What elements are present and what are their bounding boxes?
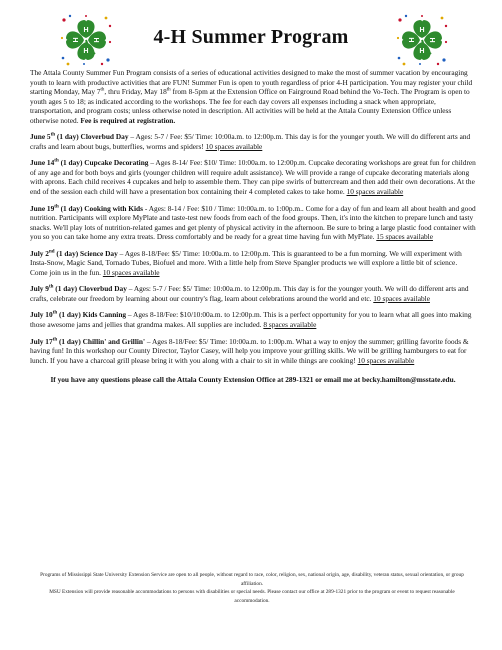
program-title: (1 day) Cupcake Decorating (58, 158, 149, 168)
intro-text: from 8-5pm at the Extension Office on Fairground Road behind the Vo-Tech. The Program is open to youth ages 5 to 18; as indicated according to the workshops. The fee for each day covers all expenses including a snack when appropriate, transportation, and program costs; unless otherwise noted in description. All activities will be held at the Attala County Extension Office unless otherwise noted. (30, 87, 470, 125)
main-content (30, 68, 476, 385)
svg-text:H: H (419, 27, 425, 34)
availability-note: 10 spaces available (373, 293, 430, 303)
program-item (30, 204, 476, 242)
program-details: – Ages: 5-7 / Fee: $5/ Time: 10:00a.m. to 12:00p.m. This day is for the younger youth. We will do different arts and crafts and learn about bugs, butterflies, worms and spiders! (30, 132, 471, 151)
ordinal-suffix: th (166, 87, 171, 93)
program-date: July 17 (30, 336, 53, 346)
program-details: – Ages 8-18/Fee: $5/ Time: 10:00a.m. to 12:00p.m. This is guaranteed to be a fun morning. We will experiment with Insta-Snow, Magic Sand, Tornado Tubes, Biofuel and more. With a little help from Steve Spangler products we will explore a little bit of science. Come join us in the fun. (30, 248, 462, 277)
svg-text:H: H (409, 37, 416, 43)
program-item (30, 337, 476, 366)
svg-text:H: H (83, 46, 89, 53)
contact-info: If you have any questions please call the Attala County Extension Office at 289-1321 or email me at becky.hamilton@msstate.edu. (50, 375, 456, 385)
program-details: - Ages: 8-14 / Fee: $10 / Time: 10:00a.m. to 1:00p.m.. Come for a day of fun and learn all about health and good nutrition. Participants will explore MyPlate and taste-test new foods from each of the food groups. Then, it's into the kitchen to prepare lunch and tasty snacks. We'll play lots of nutrition-related games and get plenty of physical activity in the afternoon. Be sure to bring a large plastic food container with you so you can take home any extra treats. Dress comfortably and be ready for a great time having fun with MyPlate. (30, 203, 476, 242)
nondiscrimination-statement: Programs of Mississippi State University Extension Service are open to all people, without regard to race, color, religion, sex, national origin, age, disability, veteran status, sexual orientation, or group affiliation. (40, 572, 464, 587)
program-date: June 19 (30, 203, 55, 213)
ordinal-suffix: th (54, 158, 59, 164)
accommodation-statement: MSU Extension will provide reasonable accommodations to persons with disabilities or special needs. Please contact our office at 289-1321 prior to the program or event to request reasonable accommodation. (49, 589, 455, 604)
program-list (30, 132, 476, 365)
program-date: July 9 (30, 284, 49, 294)
availability-note: 10 spaces available (205, 141, 263, 151)
program-date: June 5 (30, 132, 51, 142)
program-title: (1 day) Cloverbud Day (53, 284, 127, 294)
ordinal-suffix: th (52, 311, 58, 317)
intro-paragraph (30, 68, 476, 125)
ordinal-suffix: th (50, 132, 56, 138)
footer-disclaimer (36, 571, 468, 605)
program-title: (1 day) Science Day (54, 248, 118, 258)
program-title: (1 day) Kids Canning (57, 310, 127, 320)
program-date: July 2 (30, 248, 49, 258)
svg-text:H: H (73, 37, 80, 43)
ordinal-suffix: nd (48, 249, 55, 255)
ordinal-suffix: th (52, 337, 58, 343)
svg-text:H: H (92, 37, 99, 43)
ordinal-suffix: th (100, 87, 105, 93)
program-item (30, 310, 476, 329)
program-details: – Ages 8-18/Fee: $10/10:00a.m. to 12:00p.m. This is a perfect opportunity for you to learn what all goes into making those awesome jams and jellies that grandma makes. All supplies are included. (30, 310, 472, 330)
intro-text: , thru Friday, May 18 (104, 87, 167, 97)
fee-note: Fee is required at registration. (78, 115, 176, 125)
program-details: – Ages 8-18/Fee: $5/ Time: 10:00a.m. to 1:00p.m. What a way to enjoy the summer; grilling favorite foods & having fun! In this workshop our County Director, Taylor Casey, will help you improve your grilling skills. We will be grilling hamburgers to eat for lunch. If you have a charcoal grill please bring it with you along with a chair to sit in while things are cooking! (30, 336, 469, 365)
program-item (30, 158, 476, 196)
svg-text:H: H (83, 27, 89, 34)
availability-note: 10 spaces available (102, 267, 160, 277)
program-date: July 10 (30, 310, 53, 320)
ordinal-suffix: th (54, 204, 59, 210)
availability-note: 15 spaces available (376, 232, 433, 242)
page-title: 4-H Summer Program (153, 26, 349, 48)
program-title: (1 day) Cloverbud Day (55, 132, 129, 142)
ordinal-suffix: th (48, 284, 54, 290)
program-title: (1 day) Chillin' and Grillin' (57, 336, 146, 346)
program-details: – Ages 8-14/ Fee: $10/ Time: 10:00a.m. to 12:00p.m. Cupcake decorating workshops are great fun for children of any age and for both boys and girls (younger children will require adult assistance). We will provide a range of cupcake decorating materials along with aprons. Each child receives 4 cupcakes and help to assemble them. They can pipe swirls of buttercream and then add their own decorations. At the end of the session each child will have a presentation box containing their 4 completed cakes to take home. (30, 158, 476, 197)
program-item (30, 284, 476, 303)
svg-text:H: H (419, 46, 425, 53)
program-details: – Ages: 5-7 / Fee: $5/ Time: 10:00a.m. to 12:00p.m. This day is for the younger youth. We will do different arts and crafts, celebrate our freedom by learning about our country's flag, learn about celebrations around the world and etc. (30, 284, 469, 303)
program-item (30, 249, 476, 278)
program-title: (1 day) Cooking with Kids (58, 203, 144, 213)
availability-note: 10 spaces available (357, 355, 415, 365)
program-item (30, 132, 476, 151)
svg-text:H: H (428, 37, 435, 43)
availability-note: 8 spaces available (263, 320, 317, 330)
availability-note: 10 spaces available (346, 187, 404, 197)
intro-text: The Attala County Summer Fun Program consists of a series of educational activities designed to make the most of summer vacation by encouraging youth to learn with productive activities that are FUN! Summer Fun is open to youth regardless of prior 4-H participation. You may register your child starting Monday, May 7 (30, 68, 473, 97)
program-date: June 14 (30, 158, 55, 168)
